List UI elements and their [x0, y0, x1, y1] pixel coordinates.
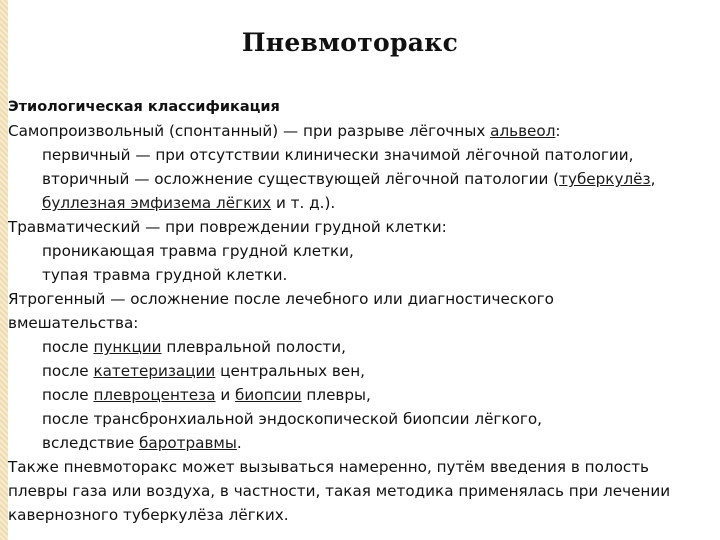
page-title: Пневмоторакс: [241, 28, 459, 57]
pleuro-line: [8, 383, 714, 407]
pleuro-pre: после: [42, 386, 94, 404]
spontaneous-line: [8, 119, 714, 143]
secondary-line-cont: [8, 191, 714, 215]
barotrauma-pre: вследствие: [42, 434, 140, 452]
puncture-pre: после: [42, 338, 94, 356]
pleuro-post: плевры,: [301, 386, 371, 404]
barotrauma-post: .: [236, 434, 242, 452]
link-catheterization[interactable]: катетеризации: [93, 362, 216, 380]
iatrogenic-line-cont: вмешательства:: [8, 314, 139, 332]
also-line-3: кавернозного туберкулёза лёгких.: [8, 506, 289, 524]
secondary-text: вторичный — осложнение существующей лёгочной патологии (: [42, 170, 560, 188]
link-barotrauma[interactable]: баротравмы: [139, 434, 237, 452]
section-heading: Этиологическая классификация: [8, 99, 280, 115]
document-body: [8, 95, 714, 527]
also-line-2: плевры газа или воздуха, в частности, такая методика применялась при лечении: [8, 482, 671, 500]
link-tuberculosis[interactable]: туберкулёз: [559, 170, 651, 188]
secondary-tail: и т. д.).: [271, 194, 336, 212]
blunt-line: тупая травма грудной клетки.: [42, 266, 288, 284]
catheter-post: центральных вен,: [215, 362, 365, 380]
secondary-sep: ,: [650, 170, 656, 188]
link-bullous-emphysema[interactable]: буллезная эмфизема лёгких: [42, 194, 272, 212]
decorative-side-strip: [0, 0, 8, 540]
puncture-post: плевральной полости,: [161, 338, 346, 356]
link-pleurocentesis[interactable]: плевроцентеза: [93, 386, 216, 404]
link-biopsy[interactable]: биопсии: [235, 386, 302, 404]
link-alveoli[interactable]: альвеол: [490, 122, 556, 140]
spontaneous-text: Самопроизвольный (спонтанный) — при разрыве лёгочных: [8, 122, 486, 140]
link-puncture[interactable]: пункции: [93, 338, 162, 356]
catheter-line: [8, 359, 714, 383]
primary-line: первичный — при отсутствии клинически значимой лёгочной патологии,: [42, 146, 634, 164]
transbronchial-line: после трансбронхиальной эндоскопической биопсии лёгкого,: [42, 410, 542, 428]
iatrogenic-line: Ятрогенный — осложнение после лечебного или диагностического: [8, 290, 554, 308]
puncture-line: [8, 335, 714, 359]
penetrating-line: проникающая травма грудной клетки,: [42, 242, 354, 260]
also-line-1: Также пневмоторакс может вызываться намеренно, путём введения в полость: [8, 458, 650, 476]
traumatic-line: Травматический — при повреждении грудной клетки:: [8, 218, 447, 236]
pleuro-mid: и: [215, 386, 236, 404]
barotrauma-line: [8, 431, 714, 455]
secondary-line: [8, 167, 714, 191]
catheter-pre: после: [42, 362, 94, 380]
spontaneous-tail: :: [555, 122, 561, 140]
